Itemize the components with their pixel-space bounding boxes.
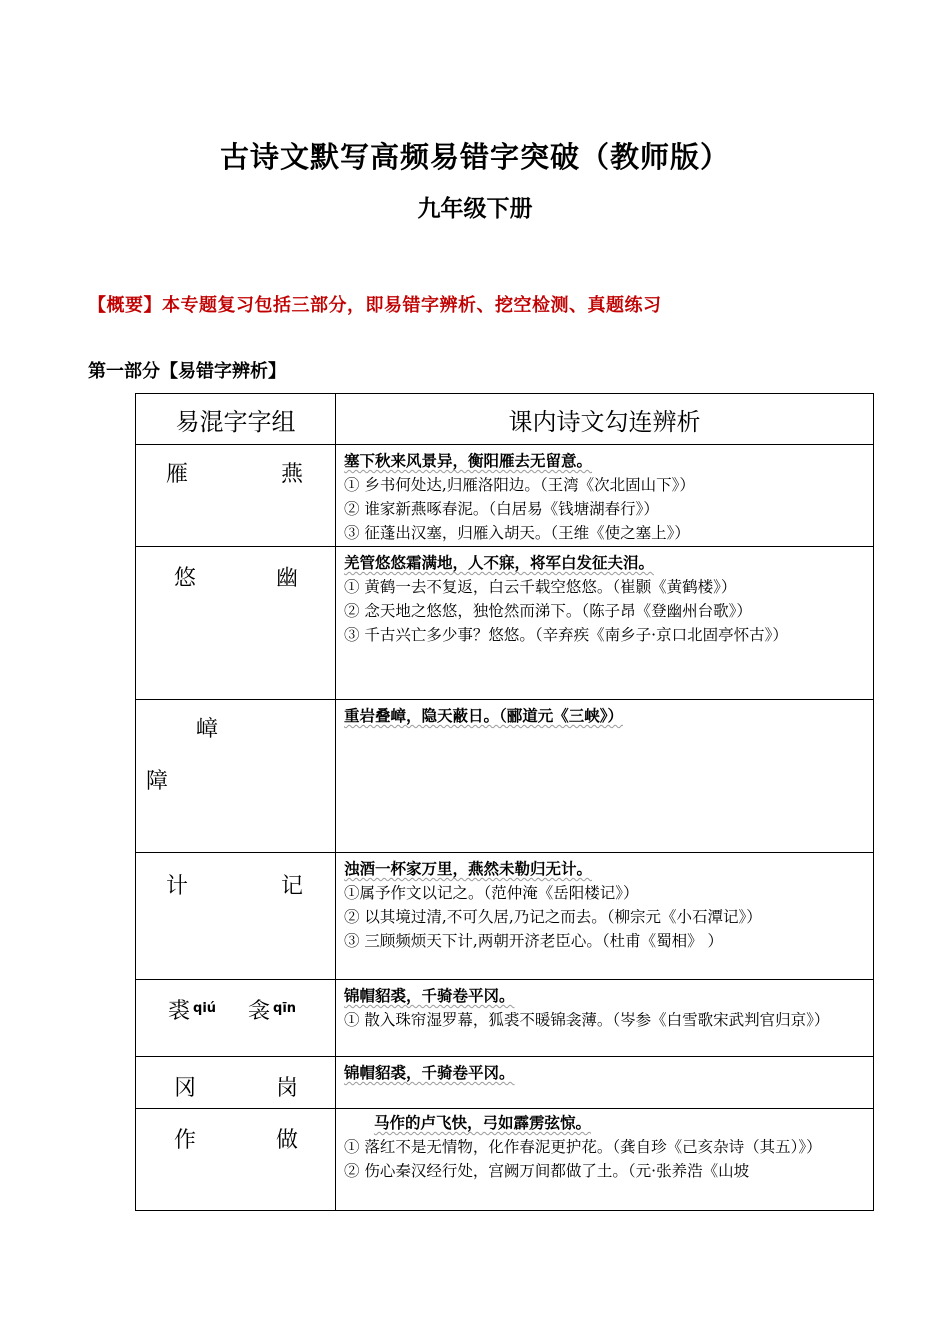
char-1: 计 — [166, 874, 189, 899]
char-cell — [136, 980, 336, 1057]
analysis-cell — [336, 547, 874, 700]
document-title: 古诗文默写高频易错字突破（教师版） — [219, 140, 730, 174]
pinyin-1: qiú — [193, 1001, 217, 1016]
table-row — [136, 445, 874, 547]
example-line: ② 伤心秦汉经行处，宫阙万间都做了土。（元·张养浩《山坡 — [344, 1162, 750, 1180]
char-2: 岗 — [276, 1076, 299, 1101]
lead-verse: 塞下秋来风景异，衡阳雁去无留意。 — [344, 451, 593, 470]
example-line: ② 谁家新燕啄春泥。（白居易《钱塘湖春行》） — [344, 500, 659, 518]
example-line: ② 以其境过清,不可久居,乃记之而去。（柳宗元《小石潭记》） — [344, 908, 762, 926]
example-line: ①属予作文以记之。（范仲淹《岳阳楼记》） — [344, 884, 639, 902]
table-row — [136, 547, 874, 700]
table-header-row — [136, 394, 874, 445]
char-1: 悠 — [174, 566, 197, 591]
pinyin-2: qīn — [273, 1001, 297, 1016]
table-row — [136, 700, 874, 853]
table-row — [136, 1057, 874, 1109]
analysis-cell — [336, 853, 874, 980]
char-2: 燕 — [281, 462, 304, 487]
example-line: ① 黄鹤一去不复返，白云千载空悠悠。（崔颢《黄鹤楼》） — [344, 578, 737, 596]
char-1: 冈 — [174, 1076, 197, 1101]
example-line: ① 落红不是无情物，化作春泥更护花。（龚自珍《己亥杂诗（其五）》） — [344, 1138, 822, 1156]
lead-verse: 羌管悠悠霜满地，人不寐，将军白发征夫泪。 — [344, 553, 655, 572]
header-character-group: 易混字字组 — [136, 394, 336, 445]
char-2: 记 — [281, 874, 304, 899]
char-1: 裘 $^{qiú}$ — [168, 999, 217, 1024]
char-2: 衾 $^{qīn}$ — [248, 999, 297, 1024]
example-line: ② 念天地之悠悠，独怆然而涕下。（陈子昂《登幽州台歌》） — [344, 602, 752, 620]
example-line: ① 散入珠帘湿罗幕，狐裘不暖锦衾薄。（岑参《白雪歌宋武判官归京》） — [344, 1011, 830, 1029]
example-line: ① 乡书何处达,归雁洛阳边。（王湾《次北固山下》） — [344, 476, 695, 494]
char-cell — [136, 700, 336, 853]
table-row — [136, 853, 874, 980]
char-2: 障 — [146, 769, 169, 794]
lead-verse: 锦帽貂裘，千骑卷平冈。 — [344, 1063, 515, 1082]
header-poem-analysis: 课内诗文勾连辨析 — [336, 394, 874, 445]
analysis-cell — [336, 980, 874, 1057]
document-subtitle: 九年级下册 — [417, 196, 533, 222]
analysis-cell — [336, 1109, 874, 1211]
lead-verse: 锦帽貂裘，千骑卷平冈。 — [344, 986, 515, 1005]
part-one-title: 第一部分【易错字辨析】 — [88, 361, 286, 382]
char-cell — [136, 445, 336, 547]
char-cell — [136, 1109, 336, 1211]
analysis-cell — [336, 1057, 874, 1109]
confusable-characters-table — [135, 393, 874, 1211]
lead-verse: 重岩叠嶂，隐天蔽日。（郦道元《三峡》） — [344, 706, 624, 725]
char-2: 做 — [276, 1128, 299, 1153]
example-line: ③ 征蓬出汉塞，归雁入胡天。（王维《使之塞上》） — [344, 524, 690, 542]
char-2: 幽 — [276, 566, 299, 591]
char-1: 雁 — [166, 462, 189, 487]
char-cell — [136, 1057, 336, 1109]
char-1: 嶂 — [196, 717, 219, 742]
char-1: 作 — [174, 1128, 197, 1153]
char-cell — [136, 547, 336, 700]
analysis-cell — [336, 445, 874, 547]
analysis-cell — [336, 700, 874, 853]
summary-text: 【概要】本专题复习包括三部分，即易错字辨析、挖空检测、真题练习 — [88, 295, 662, 316]
table-row — [136, 1109, 874, 1211]
lead-verse: 浊酒一杯家万里，燕然未勒归无计。 — [344, 859, 593, 878]
lead-verse: 马作的卢飞快，弓如霹雳弦惊。 — [374, 1113, 592, 1132]
table-row — [136, 980, 874, 1057]
example-line: ③ 三顾频烦天下计,两朝开济老臣心。（杜甫《蜀相》 ） — [344, 932, 724, 950]
char-cell — [136, 853, 336, 980]
example-line: ③ 千古兴亡多少事？悠悠。（辛弃疾《南乡子·京口北固亭怀古》） — [344, 626, 788, 644]
